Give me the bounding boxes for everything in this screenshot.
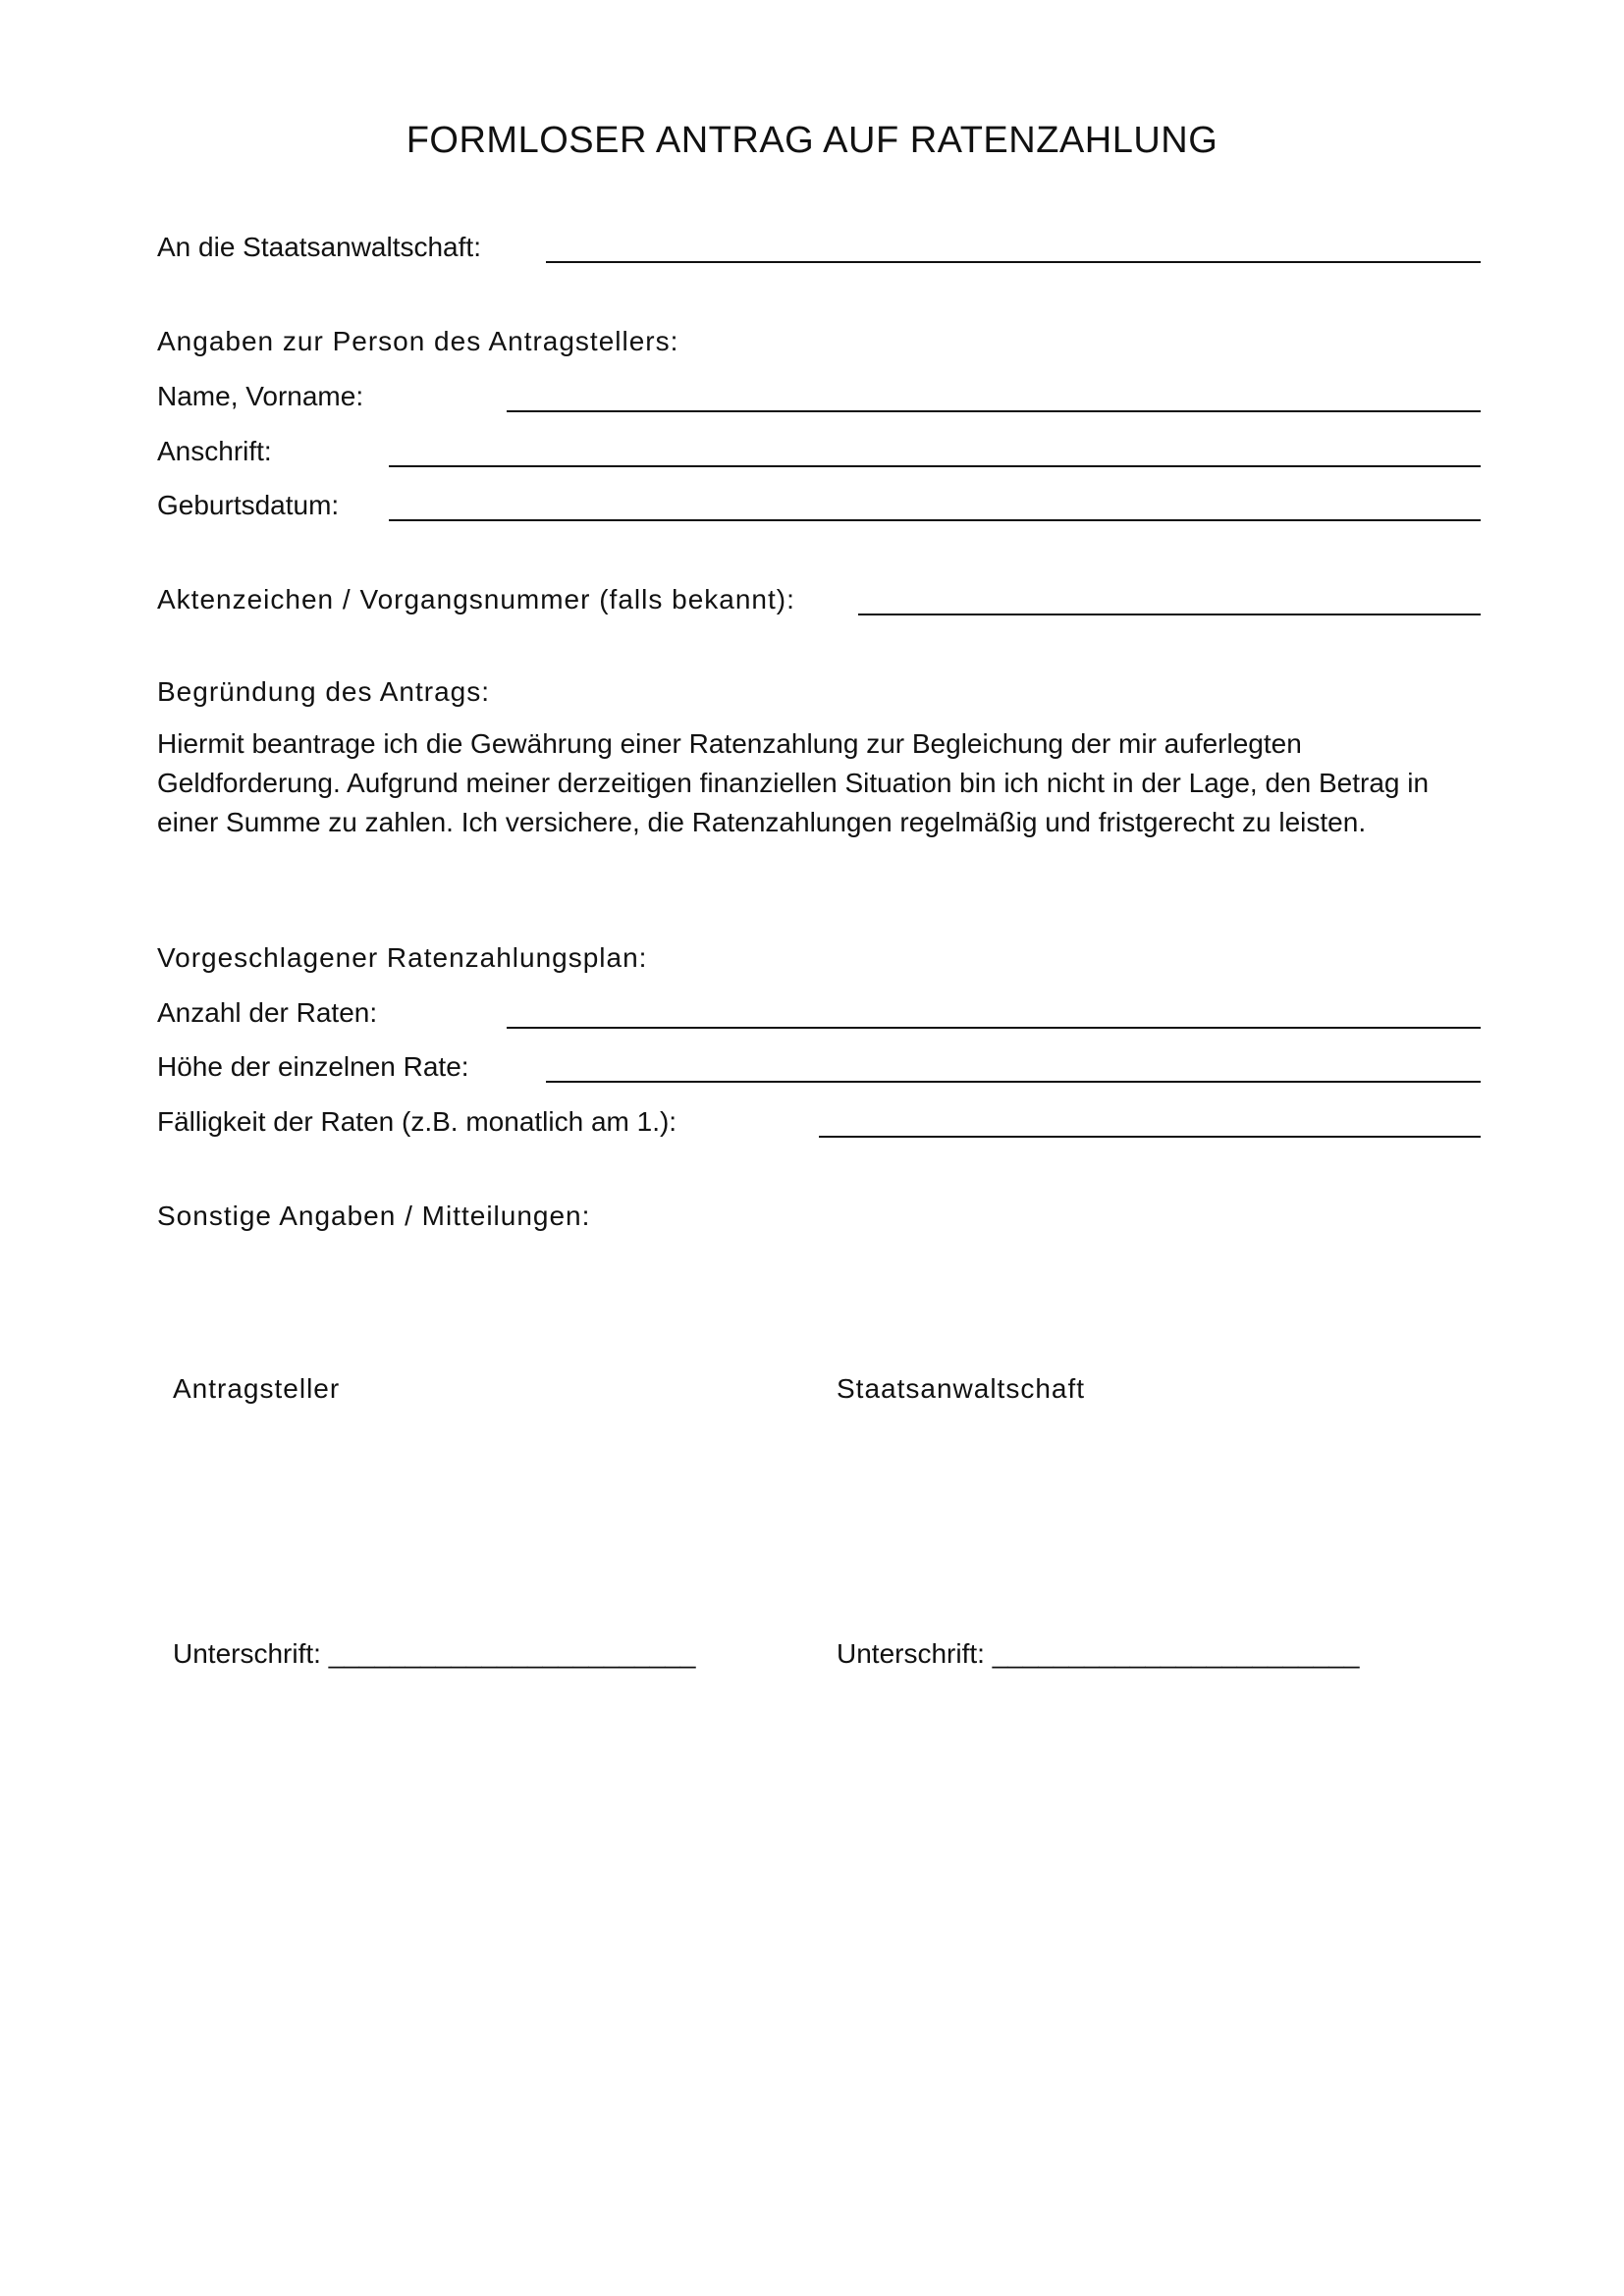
name-label: Name, Vorname: (157, 381, 364, 411)
recipient-label: An die Staatsanwaltschaft: (157, 232, 481, 262)
rate-count-field[interactable] (507, 1027, 1481, 1029)
birthdate-label: Geburtsdatum: (157, 490, 340, 520)
page-title: FORMLOSER ANTRAG AUF RATENZAHLUNG (406, 120, 1218, 161)
recipient-field[interactable] (546, 261, 1481, 263)
reason-heading: Begründung des Antrags: (157, 676, 491, 707)
address-label: Anschrift: (157, 436, 272, 466)
reference-field[interactable] (858, 614, 1481, 615)
rate-amount-label: Höhe der einzelnen Rate: (157, 1051, 469, 1082)
rate-amount-field[interactable] (546, 1081, 1481, 1083)
address-field[interactable] (389, 465, 1481, 467)
name-field[interactable] (507, 410, 1481, 412)
applicant-heading: Antragsteller (173, 1373, 341, 1404)
rate-count-label: Anzahl der Raten: (157, 997, 378, 1028)
reason-text: Hiermit beantrage ich die Gewährung einer Ratenzahlung zur Begleichung der mir auferlegten Geldforderung. Aufgrund meiner derzeitigen finanziellen Situation bin ich nicht in der Lage, den Betrag in einer Summe zu zahlen. Ich versichere, die Ratenzahlungen regelmäßig und fristgerecht zu leisten. (157, 728, 1430, 837)
plan-heading: Vorgeschlagener Ratenzahlungsplan: (157, 942, 648, 973)
birthdate-field[interactable] (389, 519, 1481, 521)
authority-heading: Staatsanwaltschaft (837, 1373, 1086, 1404)
other-heading: Sonstige Angaben / Mitteilungen: (157, 1201, 591, 1231)
reference-label: Aktenzeichen / Vorgangsnummer (falls bekannt): (157, 584, 795, 614)
person-heading: Angaben zur Person des Antragstellers: (157, 326, 679, 356)
authority-signature-field[interactable]: Unterschrift: ________________________ (837, 1638, 1360, 1669)
rate-due-field[interactable] (819, 1136, 1481, 1138)
rate-due-label: Fälligkeit der Raten (z.B. monatlich am 1.): (157, 1106, 677, 1137)
applicant-signature-field[interactable]: Unterschrift: ________________________ (173, 1638, 696, 1669)
